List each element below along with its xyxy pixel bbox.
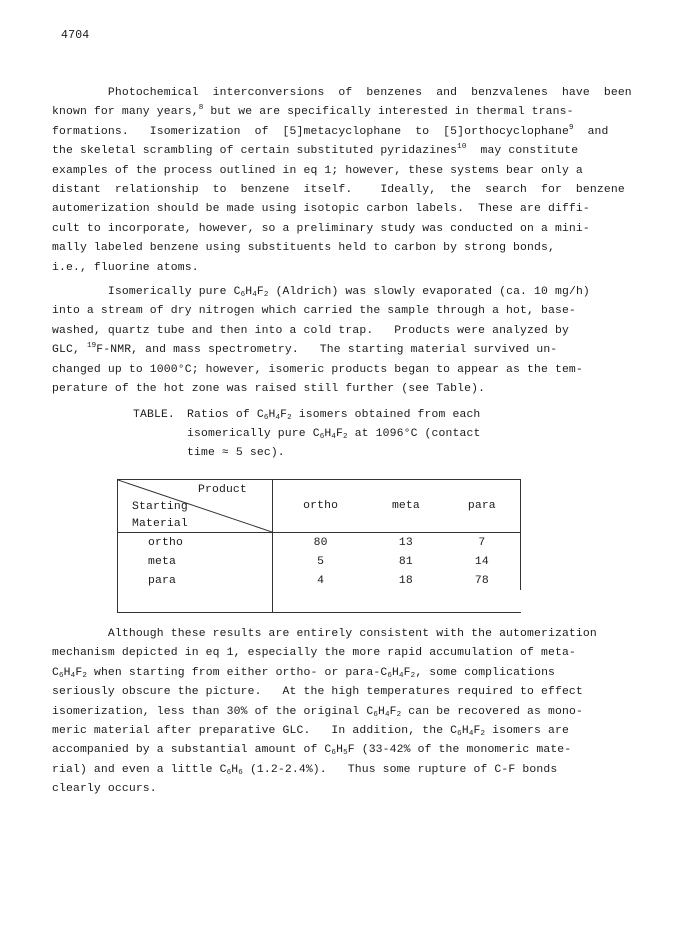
table-bottom-rule bbox=[118, 590, 521, 613]
table-row bbox=[118, 533, 521, 553]
table-caption-label: TABLE. bbox=[133, 409, 175, 421]
paragraph-experimental bbox=[52, 283, 617, 399]
table-cell: 4 bbox=[317, 574, 325, 587]
page-number: 4704 bbox=[61, 29, 90, 42]
corner-material-label: Material bbox=[132, 518, 188, 530]
table-corner-cell bbox=[118, 480, 273, 533]
table-row bbox=[118, 552, 521, 571]
paragraph-intro bbox=[52, 84, 632, 278]
table-cell: 81 bbox=[398, 555, 413, 568]
text-line: washed, quartz tube and then into a cold trap. Products were analyzed by bbox=[52, 324, 569, 337]
table-cell: 7 bbox=[444, 533, 521, 553]
corner-product-label: Product bbox=[198, 484, 247, 496]
corner-starting-label: Starting bbox=[132, 501, 188, 513]
text-line: $C_6H_4F_2$ when starting from either ortho- or para-$C_6H_4F_2$, some complications bbox=[52, 666, 556, 680]
text-line: accompanied by a substantial amount of $C_6H_5F$ (33-42% of the monomeric mate- bbox=[52, 744, 572, 758]
table-caption-text: Ratios of $C_6H_4F_2$ isomers obtained from each isomerically pure $C_6H_4F_2$ at 1096°C (contact time ≈ 5 sec). bbox=[187, 409, 481, 459]
text-line: cult to incorporate, however, so a preliminary study was conducted on a mini- bbox=[52, 222, 590, 235]
table-cell: 5 bbox=[317, 555, 325, 568]
text-line: Isomerically pure $C_6H_4F_2$ (Aldrich) was slowly evaporated (ca. 10 mg/h) bbox=[52, 286, 590, 299]
row-label: para bbox=[118, 571, 273, 590]
row-label: ortho bbox=[118, 533, 273, 553]
table-cell: 13 bbox=[398, 536, 413, 549]
column-header-para: para bbox=[444, 480, 521, 533]
text-line: clearly occurs. bbox=[52, 783, 157, 796]
text-line: mally labeled benzene using substituents held to carbon by strong bonds, bbox=[52, 242, 555, 255]
table-cell: 14 bbox=[444, 552, 521, 571]
text-line: distant relationship to benzene itself. Ideally, the search for benzene bbox=[52, 184, 625, 197]
table-cell: 78 bbox=[444, 571, 521, 590]
text-line: formations. Isomerization of [5]metacyclophane to [5]orthocyclophane$^9$ and bbox=[52, 123, 609, 138]
text-line: meric material after preparative GLC. In addition, the $C_6H_4F_2$ isomers are bbox=[52, 725, 569, 739]
text-line: Although these results are entirely consistent with the automerization bbox=[52, 628, 597, 640]
text-line: perature of the hot zone was raised still further (see Table). bbox=[52, 383, 486, 396]
text-line: isomerization, less than 30% of the original $C_6H_4F_2$ can be recovered as mono- bbox=[52, 705, 583, 719]
column-header-meta: meta bbox=[368, 480, 443, 533]
text-line: the skeletal scrambling of certain substituted pyridazines$^{10}$ may constitute bbox=[52, 143, 579, 158]
text-line: mechanism depicted in eq 1, especially the more rapid accumulation of meta- bbox=[52, 647, 576, 660]
text-line: into a stream of dry nitrogen which carried the sample through a hot, base- bbox=[52, 305, 576, 318]
table-cell: 80 bbox=[313, 536, 328, 549]
isomer-ratio-table bbox=[117, 479, 521, 613]
table-cell: 18 bbox=[398, 574, 413, 587]
text-line: rial) and even a little $C_6H_6$ (1.2-2.4%). Thus some rupture of C-F bonds bbox=[52, 763, 558, 777]
text-line: known for many years,$^8$ but we are specifically interested in thermal trans- bbox=[52, 104, 574, 119]
text-line: i.e., fluorine atoms. bbox=[52, 261, 199, 274]
text-line: examples of the process outlined in eq 1; however, these systems bear only a bbox=[52, 164, 583, 177]
text-line: GLC, $^{19}$F-NMR, and mass spectrometry. The starting material survived un- bbox=[52, 342, 558, 357]
column-header-ortho: ortho bbox=[273, 480, 369, 533]
text-line: changed up to 1000°C; however, isomeric products began to appear as the tem- bbox=[52, 363, 583, 376]
paragraph-discussion bbox=[52, 625, 617, 800]
row-label: meta bbox=[118, 552, 273, 571]
text-line: automerization should be made using isotopic carbon labels. These are diffi- bbox=[52, 203, 590, 216]
text-line: Photochemical interconversions of benzenes and benzvalenes have been bbox=[52, 87, 632, 99]
table-row bbox=[118, 571, 521, 590]
text-line: seriously obscure the picture. At the high temperatures required to effect bbox=[52, 686, 583, 699]
